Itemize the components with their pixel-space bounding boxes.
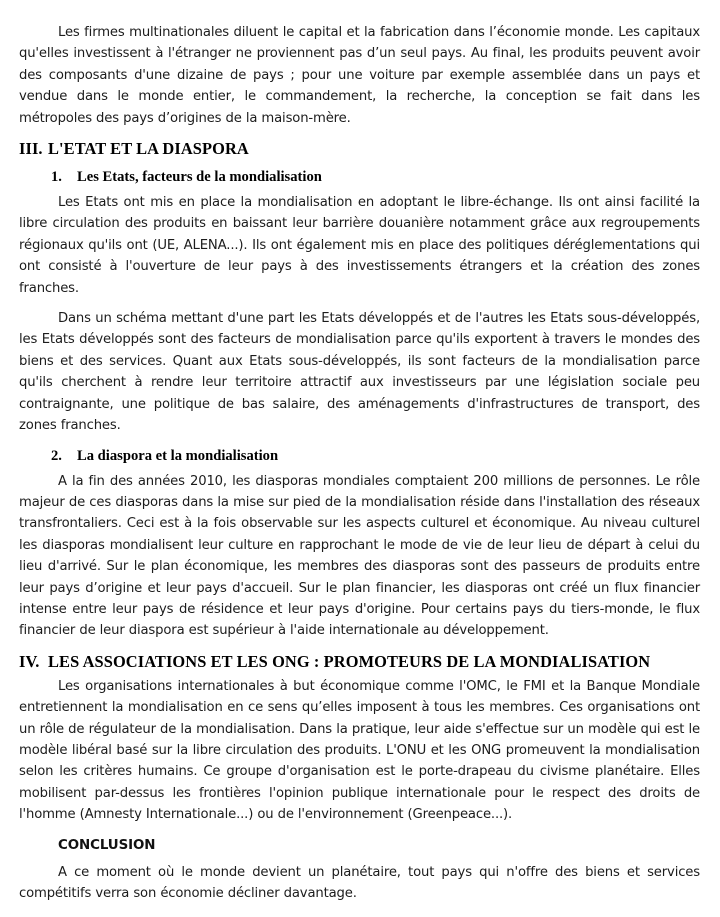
paragraph-organisations: Les organisations internationales à but économique comme l'OMC, le FMI et la Banque Mondiale entretiennent la mondialisation en ce sens qu’elles imposent à tous les membres. Ces organisations ont un rôle de régulateur de la mondialisation. Dans la pratique, leur aide s'effectue sur un modèle qui est le modèle libéral basé sur la libre circulation des produits. L'ONU et les ONG promeuvent la mondialisation selon les critères humains. Ce groupe d'organisation est le porte-drapeau du civisme planétaire. Elles mobilisent par-dessus les frontières l'opinion publique internationale pour le respect des droits de l'homme (Amnesty Internationale...) ou de l'environnement (Greenpeace...).	[19, 678, 700, 823]
subsection-heading-3-2	[19, 446, 700, 466]
paragraph-etats-developpes: Dans un schéma mettant d'une part les Etats développés et de l'autres les Etats sous-développés, les Etats développés sont des facteurs de mondialisation parce qu'ils exportent à travers le mondes des biens et des services. Quant aux Etats sous-développés, ils sont facteurs de la mondialisation parce qu'ils cherchent à rendre leur territoire attractif aux investisseurs par une législation sociale peu contraignante, une politique de bas salaire, des aménagements d'infrastructures de transport, des zones franches.	[19, 311, 700, 434]
section-heading-3-numeral: III.	[19, 139, 43, 159]
paragraph-etats-libre-echange: Les Etats ont mis en place la mondialisation en adoptant le libre-échange. Ils ont ainsi facilité la libre circulation des produits en baissant leur barrière douanière notamment grâce aux regroupements régionaux qu'ils ont (UE, ALENA...). Ils ont également mis en place des politiques déréglementations qui ont consisté à l'ouverture de leur pays à des investissements étrangers et la création des zones franches.	[19, 195, 700, 296]
subsection-heading-3-2-numeral: 2.	[51, 447, 62, 464]
section-heading-3-title: L'ETAT ET LA DIASPORA	[48, 139, 249, 159]
section-heading-4-numeral: IV.	[19, 651, 40, 671]
subsection-heading-3-1-title: Les Etats, facteurs de la mondialisation	[77, 169, 322, 186]
section-heading-4	[19, 651, 700, 672]
subsection-heading-3-1-numeral: 1.	[51, 169, 62, 186]
paragraph-diaspora: A la fin des années 2010, les diasporas mondiales comptaient 200 millions de personnes. Le rôle majeur de ces diasporas dans la mise sur pied de la mondialisation réside dans l'installation des réseaux transfrontaliers. Ceci est à la fois observable sur les aspects culturel et économique. Au niveau culturel les diasporas mondialisent leur culture en rapprochant le mode de vie de leur lieu de départ à celui du lieu d'arrivé. Sur le plan économique, les membres des diasporas sont des passeurs de produits entre leur pays d’origine et leur pays d'accueil. Sur le plan financier, les diasporas ont créé un flux financier intense entre leur pays de résidence et leur pays d'origine. Pour certains pays du tiers-monde, le flux financier de leur diaspora est supérieur à l'aide internationale au développement.	[19, 473, 700, 639]
paragraph-multinationales: Les firmes multinationales diluent le capital et la fabrication dans l’économie monde. Les capitaux qu'elles investissent à l'étranger ne proviennent pas d’un seul pays. Au final, les produits peuvent avoir des composants d'une dizaine de pays ; pour une voiture par exemple assemblée dans un pays et vendue dans le monde entier, le commandement, la recherche, la conception se fait dans les métropoles des pays d’origines de la maison-mère.	[19, 25, 700, 126]
subsection-heading-3-2-title: La diaspora et la mondialisation	[77, 447, 279, 464]
paragraph-conclusion: A ce moment où le monde devient un planétaire, tout pays qui n'offre des biens et services compétitifs verra son économie décliner davantage.	[19, 864, 700, 901]
subsection-heading-3-1	[19, 167, 700, 187]
section-heading-3	[19, 138, 700, 159]
conclusion-heading: CONCLUSION	[58, 837, 156, 853]
section-heading-4-title: LES ASSOCIATIONS ET LES ONG : PROMOTEURS DE LA MONDIALISATION	[48, 651, 651, 671]
